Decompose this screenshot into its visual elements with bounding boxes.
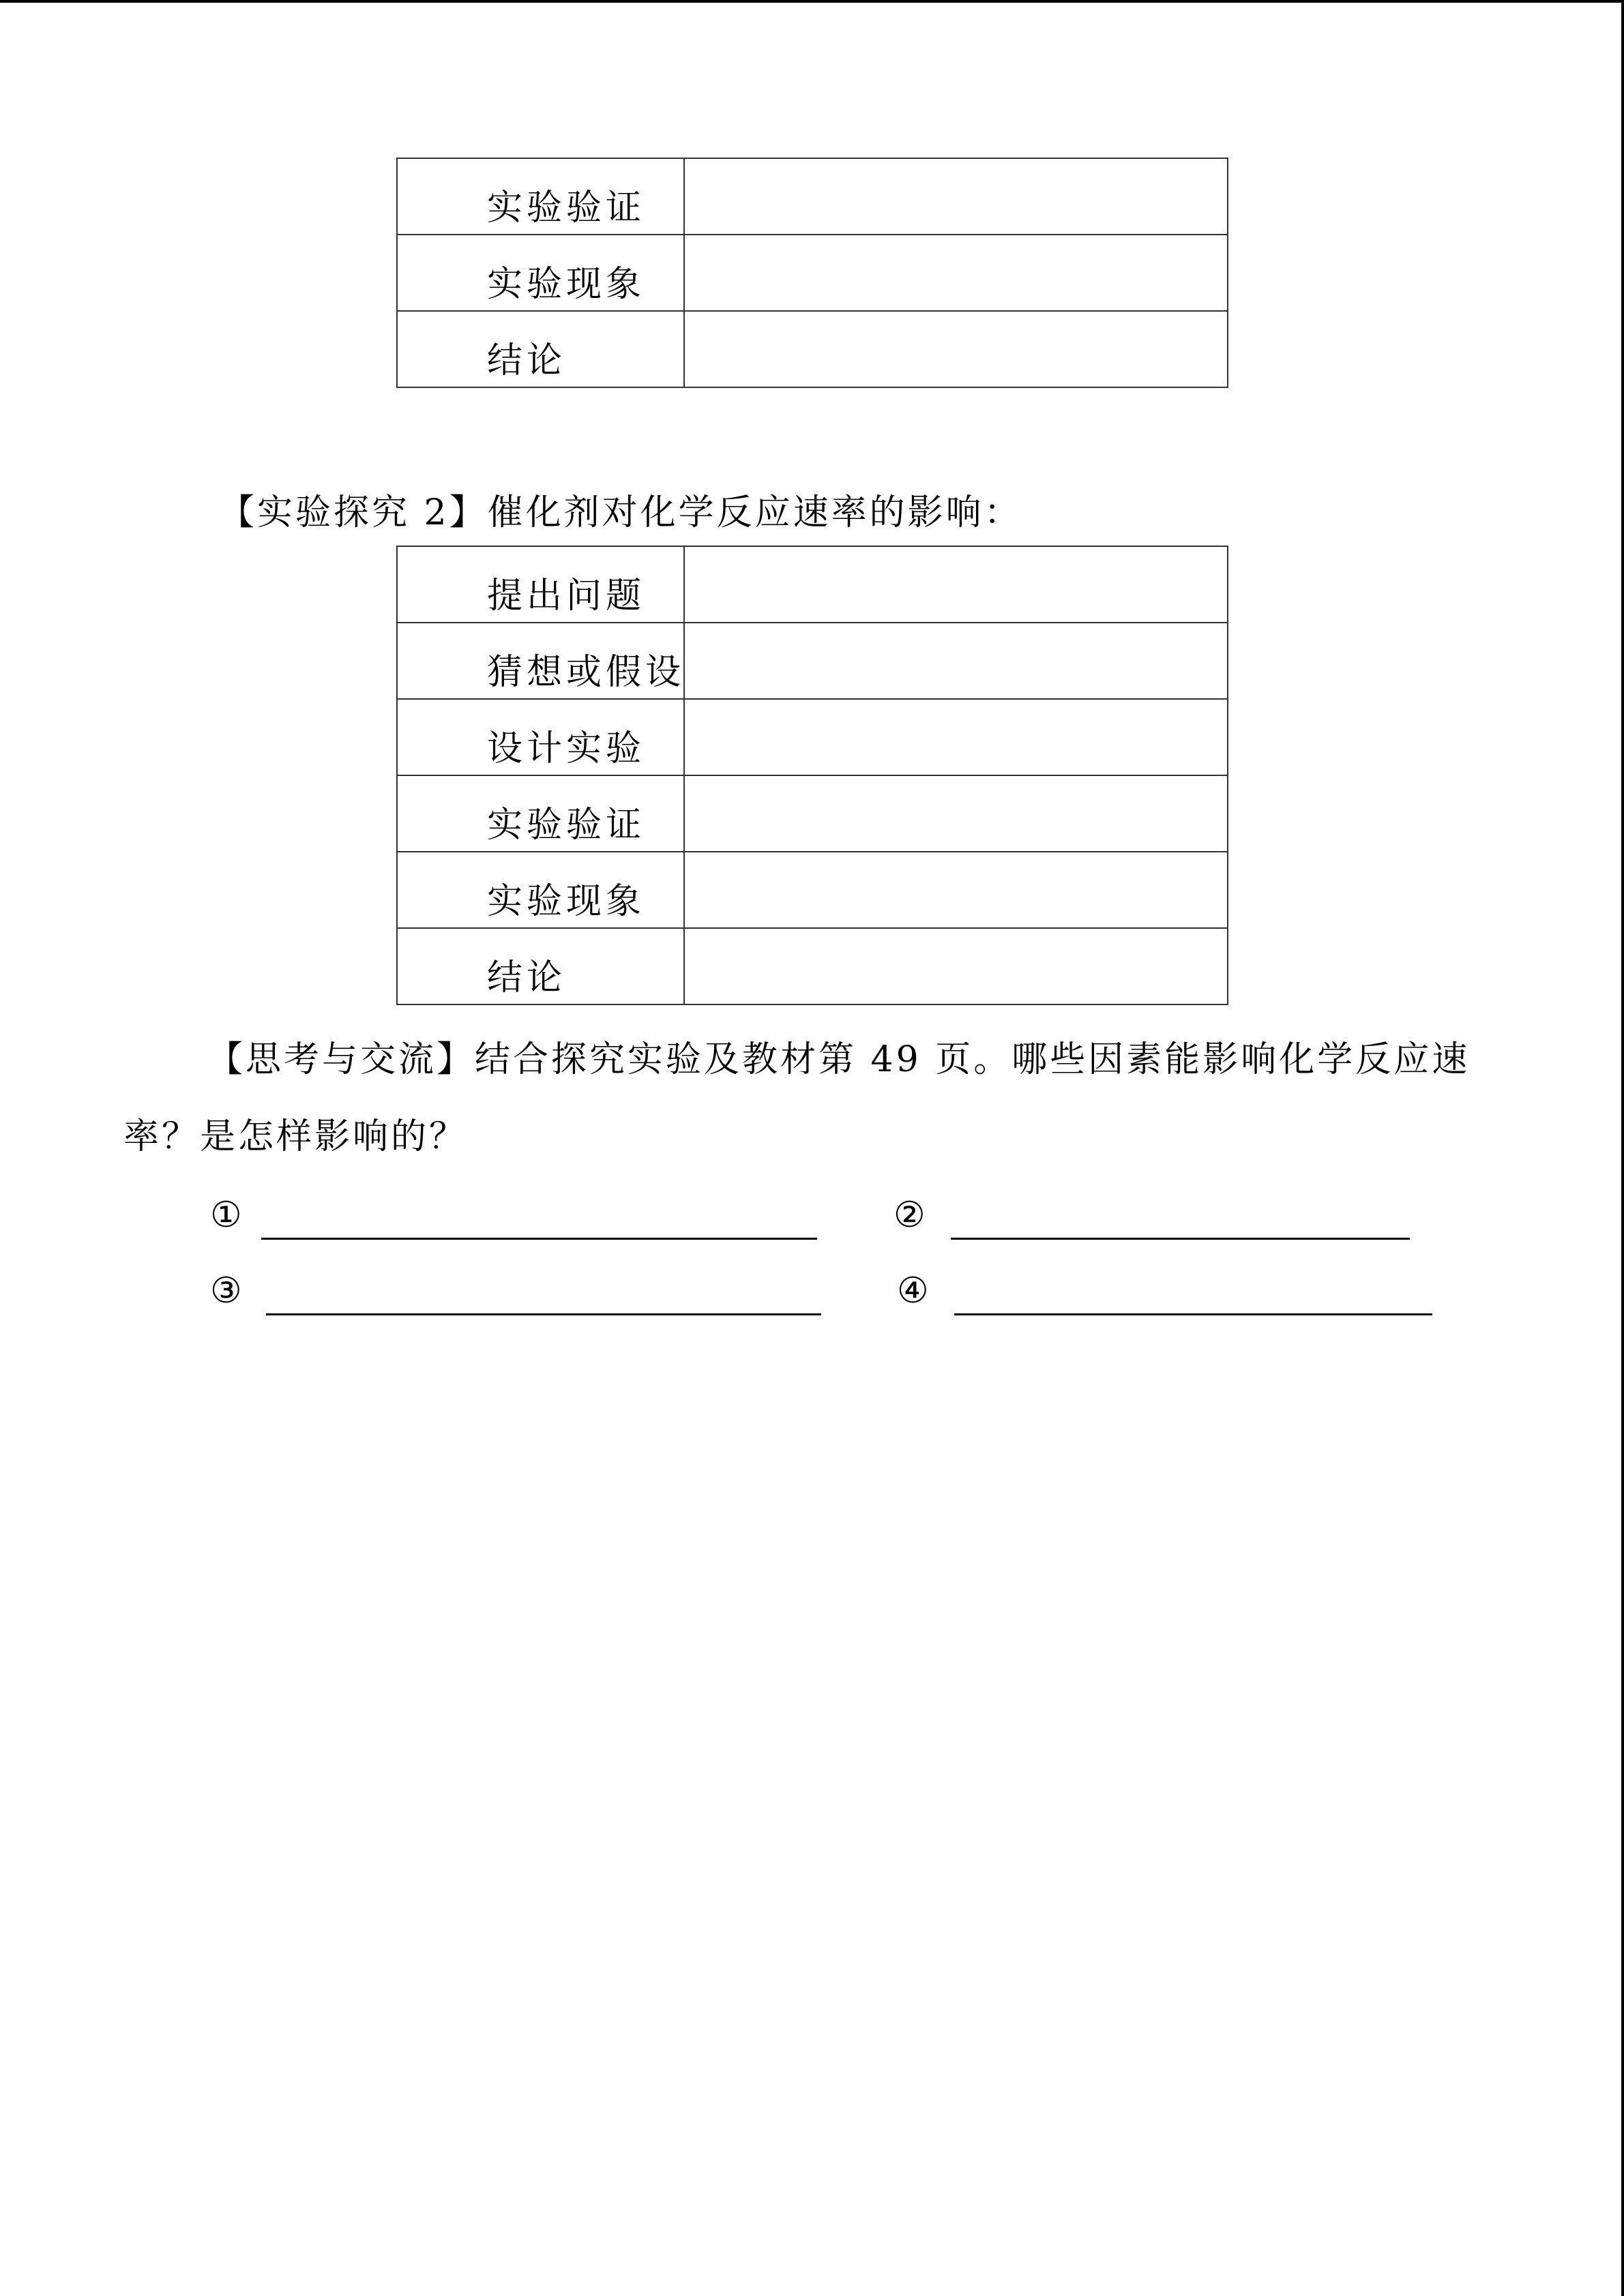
discussion-question-line-1: 【思考与交流】结合探究实验及教材第 49 页。哪些因素能影响化学反应速 — [207, 1039, 1471, 1080]
experiment-1-table — [396, 158, 1228, 388]
table-row — [397, 623, 1228, 699]
page-border-top — [0, 0, 1624, 3]
answer-cell[interactable] — [684, 311, 1228, 387]
table-row — [397, 546, 1228, 623]
circled-number: ③ — [210, 1270, 242, 1311]
row-label: 提出问题 — [397, 546, 684, 623]
circled-number: ① — [210, 1195, 242, 1236]
table-row — [397, 235, 1228, 311]
fill-in-line[interactable] — [266, 1313, 821, 1315]
answer-cell[interactable] — [684, 928, 1228, 1004]
answer-cell[interactable] — [684, 852, 1228, 928]
fill-in-line[interactable] — [261, 1238, 817, 1240]
answer-cell[interactable] — [684, 235, 1228, 311]
answer-blank-3 — [210, 1270, 821, 1318]
circled-number: ② — [894, 1195, 926, 1236]
answer-blank-1 — [210, 1195, 817, 1242]
answer-cell[interactable] — [684, 158, 1228, 235]
answer-blank-4 — [897, 1270, 1432, 1318]
table-row — [397, 775, 1228, 852]
row-label: 实验现象 — [397, 235, 684, 311]
row-label: 实验现象 — [397, 852, 684, 928]
answer-blank-2 — [894, 1195, 1410, 1242]
row-label: 设计实验 — [397, 699, 684, 775]
circled-number: ④ — [897, 1270, 929, 1311]
row-label: 结论 — [397, 311, 684, 387]
table-row — [397, 928, 1228, 1004]
table-row — [397, 311, 1228, 387]
answer-cell[interactable] — [684, 699, 1228, 775]
fill-in-line[interactable] — [954, 1313, 1432, 1315]
fill-in-line[interactable] — [951, 1238, 1410, 1240]
table-row — [397, 158, 1228, 235]
answer-cell[interactable] — [684, 775, 1228, 852]
row-label: 实验验证 — [397, 158, 684, 235]
answer-cell[interactable] — [684, 546, 1228, 623]
answer-cell[interactable] — [684, 623, 1228, 699]
row-label: 实验验证 — [397, 775, 684, 852]
table-row — [397, 852, 1228, 928]
table-row — [397, 699, 1228, 775]
row-label: 结论 — [397, 928, 684, 1004]
row-label: 猜想或假设 — [397, 623, 684, 699]
experiment-2-table — [396, 546, 1228, 1005]
section-2-heading: 【实验探究 2】催化剂对化学反应速率的影响： — [219, 492, 1022, 533]
discussion-question-line-2: 率？是怎样影响的？ — [123, 1116, 468, 1157]
page-border-right — [1621, 0, 1624, 2296]
